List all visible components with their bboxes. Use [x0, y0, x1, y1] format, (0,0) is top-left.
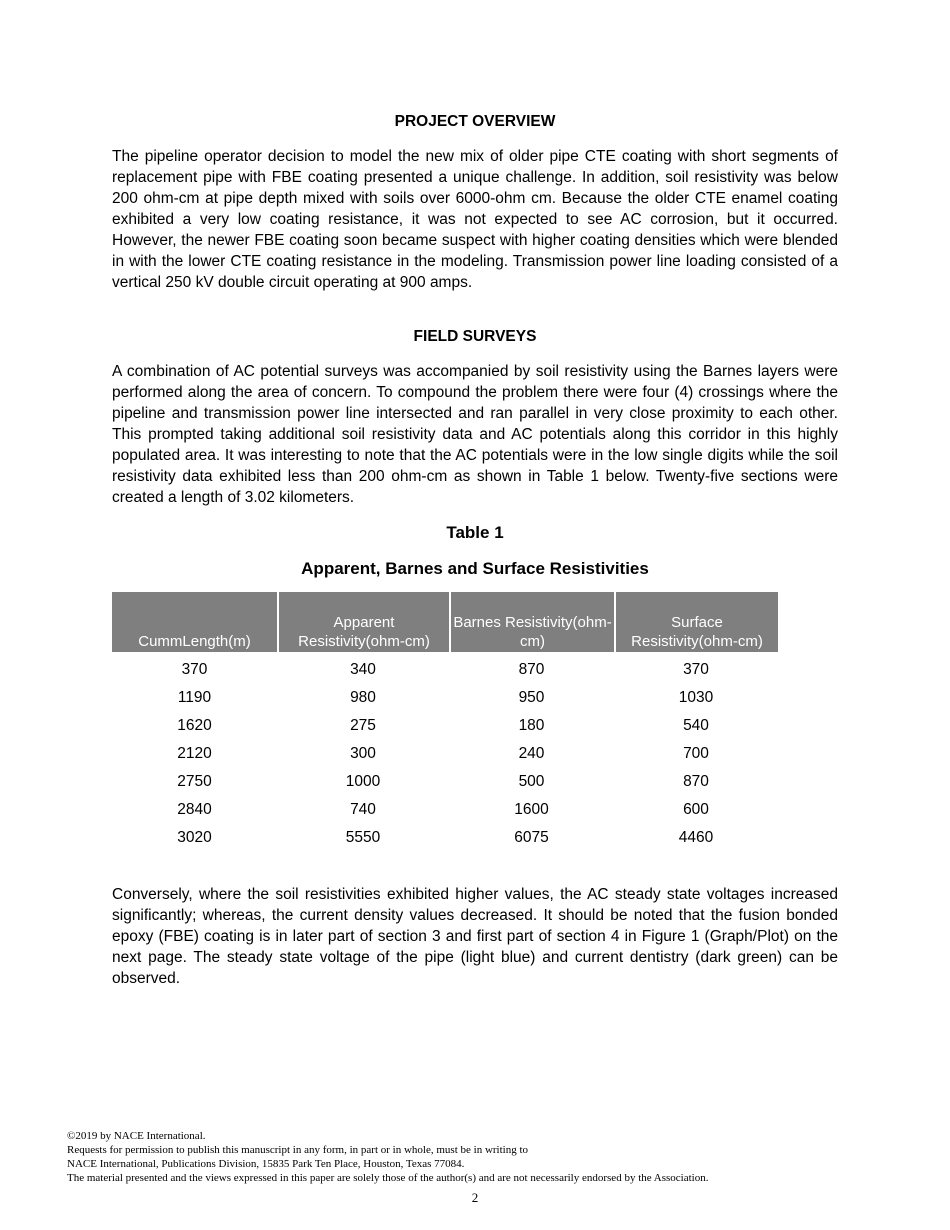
table-cell: 1620 [177, 717, 212, 734]
paragraph-field-surveys: A combination of AC potential surveys was accompanied by soil resistivity using the Barnes layers were performed along the area of concern. To compound the problem there were four (4) crossings where the pipeline and transmission power line intersected and ran parallel in very close proximity to each other. This prompted taking additional soil resistivity data and AC potentials along this corridor in this highly populated area. It was interesting to note that the AC potentials were in the low single digits while the soil resistivity data exhibited less than 200 ohm-cm as shown in Table 1 below. Twenty-five sections were created a length of 3.02 kilometers. [112, 363, 838, 506]
table-cell: 1030 [678, 689, 714, 706]
table-cell: 6075 [514, 829, 549, 846]
table-cell: 500 [518, 773, 545, 790]
table-header-cell: Apparent Resistivity(ohm-cm) [277, 592, 449, 652]
table-cell: 540 [683, 717, 709, 734]
paragraph-conversely: Conversely, where the soil resistivities exhibited higher values, the AC steady state voltages increased significantly; whereas, the current density values decreased. It should be noted that the fusion bonded epoxy (FBE) coating is in later part of section 3 and first part of section 4 in Figure 1 (Graph/Plot) on the next page. The steady state voltage of the pipe (light blue) and current dentistry (dark green) can be observed. [112, 886, 838, 987]
footer-address: NACE International, Publications Division, 15835 Park Ten Place, Houston, Texas 77084. [67, 1158, 465, 1170]
table-cell: 980 [350, 689, 376, 706]
footer-disclaimer: The material presented and the views expressed in this paper are solely those of the author(s) and are not necessarily endorsed by the Association. [67, 1172, 709, 1184]
table-cell: 370 [181, 661, 208, 678]
table-cell: 5550 [345, 829, 381, 846]
table-cell: 1000 [345, 773, 381, 790]
table-cell: 275 [350, 717, 376, 734]
table-cell: 700 [683, 745, 709, 762]
table-header-cell: Barnes Resistivity(ohm-cm) [449, 592, 614, 652]
table-row [112, 684, 778, 712]
table-cell: 1190 [177, 689, 212, 706]
table-header-cell: Surface Resistivity(ohm-cm) [614, 592, 778, 652]
table-cell: 240 [518, 745, 545, 762]
table-row [112, 712, 778, 740]
table-cell: 2120 [177, 745, 212, 762]
page-number: 2 [471, 1190, 479, 1205]
section-heading-field-surveys: FIELD SURVEYS [413, 328, 537, 345]
table-row [112, 796, 778, 824]
footer-copyright: ©2019 by NACE International. [67, 1130, 206, 1142]
table-cell: 370 [683, 661, 709, 678]
table-cell: 2840 [177, 801, 212, 818]
table-cell: 600 [683, 801, 709, 818]
table-header-row [112, 592, 778, 652]
table-row [112, 824, 778, 852]
table-caption: Apparent, Barnes and Surface Resistivities [301, 559, 649, 578]
table-cell: 870 [518, 661, 545, 678]
table-body [112, 656, 778, 852]
table-cell: 740 [350, 801, 376, 818]
table-cell: 950 [518, 689, 545, 706]
table-cell: 1600 [514, 801, 549, 818]
table-cell: 2750 [177, 773, 212, 790]
table-label: Table 1 [446, 523, 504, 542]
table-cell: 300 [350, 745, 376, 762]
table-cell: 180 [518, 717, 545, 734]
table-row [112, 656, 778, 684]
table-cell: 870 [683, 773, 709, 790]
table-row [112, 768, 778, 796]
resistivity-table [112, 592, 778, 852]
table-cell: 340 [350, 661, 376, 678]
footer-permission: Requests for permission to publish this manuscript in any form, in part or in whole, must be in writing to [67, 1144, 529, 1156]
table-cell: 4460 [678, 829, 714, 846]
section-heading-project-overview: PROJECT OVERVIEW [394, 113, 556, 130]
table-header-cell: CummLength(m) [112, 592, 277, 652]
table-cell: 3020 [177, 829, 212, 846]
copyright-footer [67, 1129, 708, 1185]
paragraph-project-overview: The pipeline operator decision to model the new mix of older pipe CTE coating with short segments of replacement pipe with FBE coating presented a unique challenge. In addition, soil resistivity was below 200 ohm-cm at pipe depth mixed with soils over 6000-ohm cm. Because the older CTE enamel coating exhibited a very low coating resistance, it was not expected to see AC corrosion, but it occurred. However, the newer FBE coating soon became suspect with higher coating densities which were blended in with the lower CTE coating resistance in the modeling. Transmission power line loading consisted of a vertical 250 kV double circuit operating at 900 amps. [112, 148, 838, 291]
table-row [112, 740, 778, 768]
